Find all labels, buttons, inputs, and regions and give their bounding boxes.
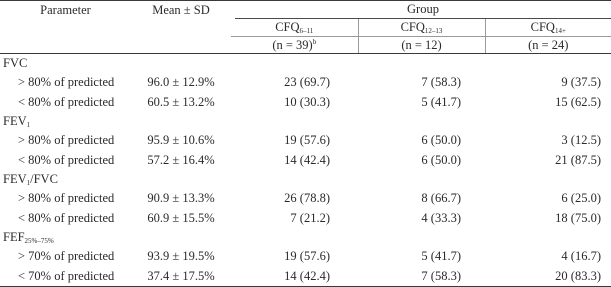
group-value-cell: 5 (41.7) — [421, 95, 461, 109]
section-subscript: 25%–75% — [24, 237, 54, 245]
group-n: (n = 39)$^b$ — [231, 37, 358, 54]
table-row — [0, 130, 611, 150]
group-base: CFQ — [530, 20, 555, 34]
table-row — [0, 188, 611, 208]
group-base: CFQ — [400, 20, 425, 34]
table-row — [0, 72, 611, 92]
row-label: < 70% of predicted — [0, 266, 131, 287]
table-row — [0, 150, 611, 170]
row-label: > 70% of predicted — [18, 249, 115, 263]
group-header-label: Group — [235, 1, 611, 19]
mean-sd-cell: 93.9 ± 19.5% — [147, 249, 215, 263]
section-subscript: 1 — [26, 121, 31, 129]
table-row — [0, 208, 611, 228]
group-n: (n = 12) — [358, 37, 485, 54]
mean-sd-cell: 57.2 ± 16.4% — [147, 153, 215, 167]
group-value-cell: 8 (66.7) — [421, 191, 461, 205]
group-base: CFQ — [275, 20, 300, 34]
group-subscript: 6–11 — [299, 27, 314, 35]
group-value-cell: 26 (78.8) — [284, 191, 330, 205]
group-value-cell: 18 (75.0) — [555, 211, 601, 225]
row-label: > 80% of predicted — [18, 75, 115, 89]
section-row — [0, 228, 611, 246]
group-value-cell: 20 (83.3) — [485, 266, 611, 287]
table-row — [0, 246, 611, 266]
group-value-cell: 7 (58.3) — [421, 75, 461, 89]
group-subscript: 12–13 — [424, 27, 443, 35]
mean-sd-cell: 60.9 ± 15.5% — [147, 211, 215, 225]
group-cfq-14plus — [485, 19, 611, 37]
group-value-cell: 7 (21.2) — [290, 211, 330, 225]
group-value-cell: 3 (12.5) — [561, 133, 601, 147]
footnote-marker: b — [312, 38, 317, 46]
mean-sd-cell: 60.5 ± 13.2% — [147, 95, 215, 109]
section-row — [0, 54, 611, 73]
mean-sd-cell: 95.9 ± 10.6% — [147, 133, 215, 147]
row-label: < 80% of predicted — [18, 211, 115, 225]
group-value-cell: 10 (30.3) — [284, 95, 330, 109]
table-body — [0, 54, 611, 287]
group-value-cell: 15 (62.5) — [555, 95, 601, 109]
group-value-cell: 6 (50.0) — [421, 153, 461, 167]
row-label: > 80% of predicted — [18, 133, 115, 147]
row-label: > 80% of predicted — [18, 191, 115, 205]
mean-sd-header: Mean ± SD — [131, 1, 231, 20]
table-row — [0, 92, 611, 112]
section-title: FVC — [3, 56, 28, 70]
group-value-cell: 4 (16.7) — [561, 249, 601, 263]
row-label: < 80% of predicted — [18, 153, 115, 167]
section-title: $FEV_1$/FVC — [3, 172, 58, 187]
group-value-cell: 14 (42.4) — [284, 153, 330, 167]
group-value-cell: 6 (25.0) — [561, 191, 601, 205]
group-value-cell: 6 (50.0) — [421, 133, 461, 147]
group-subscript: 14+ — [554, 27, 566, 35]
section-row — [0, 112, 611, 130]
section-subscript: 1 — [26, 179, 31, 187]
group-cfq-6-11 — [231, 19, 358, 37]
group-value-cell: 21 (87.5) — [555, 153, 601, 167]
group-value-cell: 4 (33.3) — [421, 211, 461, 225]
group-header — [231, 1, 611, 20]
section-title: $FEV_1$ — [3, 114, 31, 129]
section-row — [0, 170, 611, 188]
group-value-cell: 7 (58.3) — [358, 266, 485, 287]
header-row — [0, 1, 611, 20]
table-row — [0, 266, 611, 287]
section-title: $FEF_{25\%-75\%}$ — [3, 230, 54, 245]
mean-sd-cell: 37.4 ± 17.5% — [131, 266, 231, 287]
group-value-cell: 19 (57.6) — [284, 133, 330, 147]
group-value-cell: 23 (69.7) — [284, 75, 330, 89]
group-n: (n = 24) — [485, 37, 611, 54]
group-value-cell: 9 (37.5) — [561, 75, 601, 89]
mean-sd-cell: 90.9 ± 13.3% — [147, 191, 215, 205]
group-value-cell: 14 (42.4) — [231, 266, 358, 287]
parameter-header: Parameter — [0, 1, 131, 20]
group-cfq-12-13 — [358, 19, 485, 37]
row-label: < 80% of predicted — [18, 95, 115, 109]
mean-sd-cell: 96.0 ± 12.9% — [147, 75, 215, 89]
group-value-cell: 5 (41.7) — [421, 249, 461, 263]
group-value-cell: 19 (57.6) — [284, 249, 330, 263]
group-names-row — [0, 19, 611, 37]
group-n-row — [0, 37, 611, 54]
